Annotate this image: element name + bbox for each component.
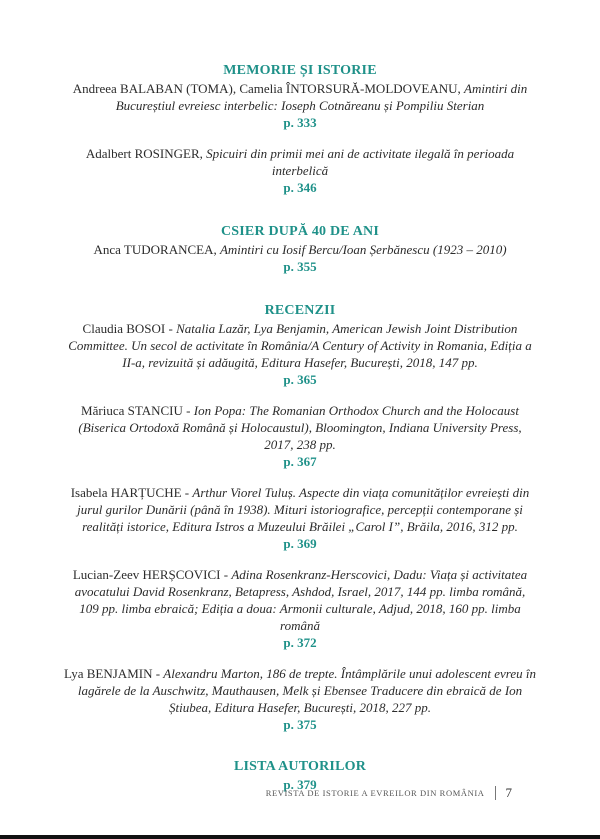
entry-page-link[interactable]: p. 333	[283, 115, 317, 130]
toc-entry	[64, 145, 536, 179]
entry-title: Adina Rosenkranz-Herscovici, Dadu: Viața și activitatea avocatului David Rosenkranz, Betapress, Ashdod, Israel, 2017, 144 pp. limba română, 109 pp. limba ebraică; Ediția a doua: Armonii culturale, Adjud, 2018, 160 pp. limba română	[74, 567, 528, 633]
entry-title: Amintiri din Bucureștiul evreiesc interbelic: Ioseph Cotnăreanu și Pompiliu Sterian	[115, 81, 528, 113]
entry-title: Natalia Lazăr, Lya Benjamin, American Jewish Joint Distribution Committee. Un secol de activitate în România/A Century of Activity in Romania, Ediția a II-a, revizuită și adăugită, Editura Hasefer, București, 2018, 147 pp.	[68, 321, 532, 370]
entry-page-link[interactable]: p. 365	[283, 372, 317, 387]
entry-title: Arthur Viorel Tuluș. Aspecte din viața comunităților evreiești din jurul gurilor Dunării (până în 1938). Mituri istoriografice, percepții contemporane și realități istorice, Editura Istros a Muzeului Brăilei „Carol I”, Brăila, 2016, 312 pp.	[77, 485, 530, 534]
toc-entry	[64, 402, 536, 453]
entry-author: Isabela HARȚUCHE -	[70, 485, 193, 500]
entry-title: Ion Popa: The Romanian Orthodox Church and the Holocaust (Biserica Ortodoxă Română și Holocaustul), Bloomington, Indiana University Press, 2017, 238 pp.	[78, 403, 522, 452]
entry-page-link[interactable]: p. 379	[283, 777, 317, 792]
entry-page-link[interactable]: p. 355	[283, 259, 317, 274]
journal-title: REVISTA DE ISTORIE A EVREILOR DIN ROMÂNIA	[265, 788, 485, 798]
page-footer	[266, 785, 512, 801]
entry-title: Amintiri cu Iosif Bercu/Ioan Șerbănescu (1923 – 2010)	[219, 242, 507, 257]
toc-entry	[64, 241, 536, 258]
entry-author: Lucian-Zeev HERȘCOVICI -	[72, 567, 232, 582]
entry-page-link[interactable]: p. 367	[283, 454, 317, 469]
section-title: MEMORIE ȘI ISTORIE	[223, 63, 377, 78]
table-of-contents	[64, 62, 536, 794]
toc-entry	[64, 566, 536, 634]
bottom-border	[0, 835, 600, 839]
toc-entry	[64, 320, 536, 371]
footer-divider	[495, 786, 496, 800]
section-title: CSIER DUPĂ 40 DE ANI	[220, 224, 380, 239]
section-recenzii	[64, 302, 536, 734]
entry-title: Spicuiri din primii mei ani de activitate ilegală în perioada interbelică	[206, 146, 515, 178]
toc-entry	[64, 80, 536, 114]
section-title: LISTA AUTORILOR	[233, 759, 367, 774]
section-title: RECENZII	[264, 303, 336, 318]
entry-page-link[interactable]: p. 372	[283, 635, 317, 650]
entry-author: Andreea BALABAN (TOMA), Camelia ÎNTORSURĂ-MOLDOVEANU,	[72, 81, 465, 96]
entry-author: Anca TUDORANCEA,	[93, 242, 220, 257]
entry-page-link[interactable]: p. 369	[283, 536, 317, 551]
page-number: 7	[505, 785, 512, 800]
entry-title: Alexandru Marton, 186 de trepte. Întâmplările unui adolescent evreu în lagărele de la Auschwitz, Mauthausen, Melk și Ebensee Traducere din ebraică de Ion Știubea, Editura Hasefer, București, 2018, 227 pp.	[77, 666, 537, 715]
entry-page-link[interactable]: p. 346	[283, 180, 317, 195]
section-memorie-si-istorie	[64, 62, 536, 197]
entry-author: Adalbert ROSINGER,	[85, 146, 207, 161]
toc-entry	[64, 484, 536, 535]
entry-author: Măriuca STANCIU -	[81, 403, 194, 418]
entry-page-link[interactable]: p. 375	[283, 717, 317, 732]
entry-author: Claudia BOSOI -	[82, 321, 177, 336]
entry-author: Lya BENJAMIN -	[64, 666, 164, 681]
section-csier-dupa-40-de-ani	[64, 223, 536, 276]
toc-entry	[64, 665, 536, 716]
